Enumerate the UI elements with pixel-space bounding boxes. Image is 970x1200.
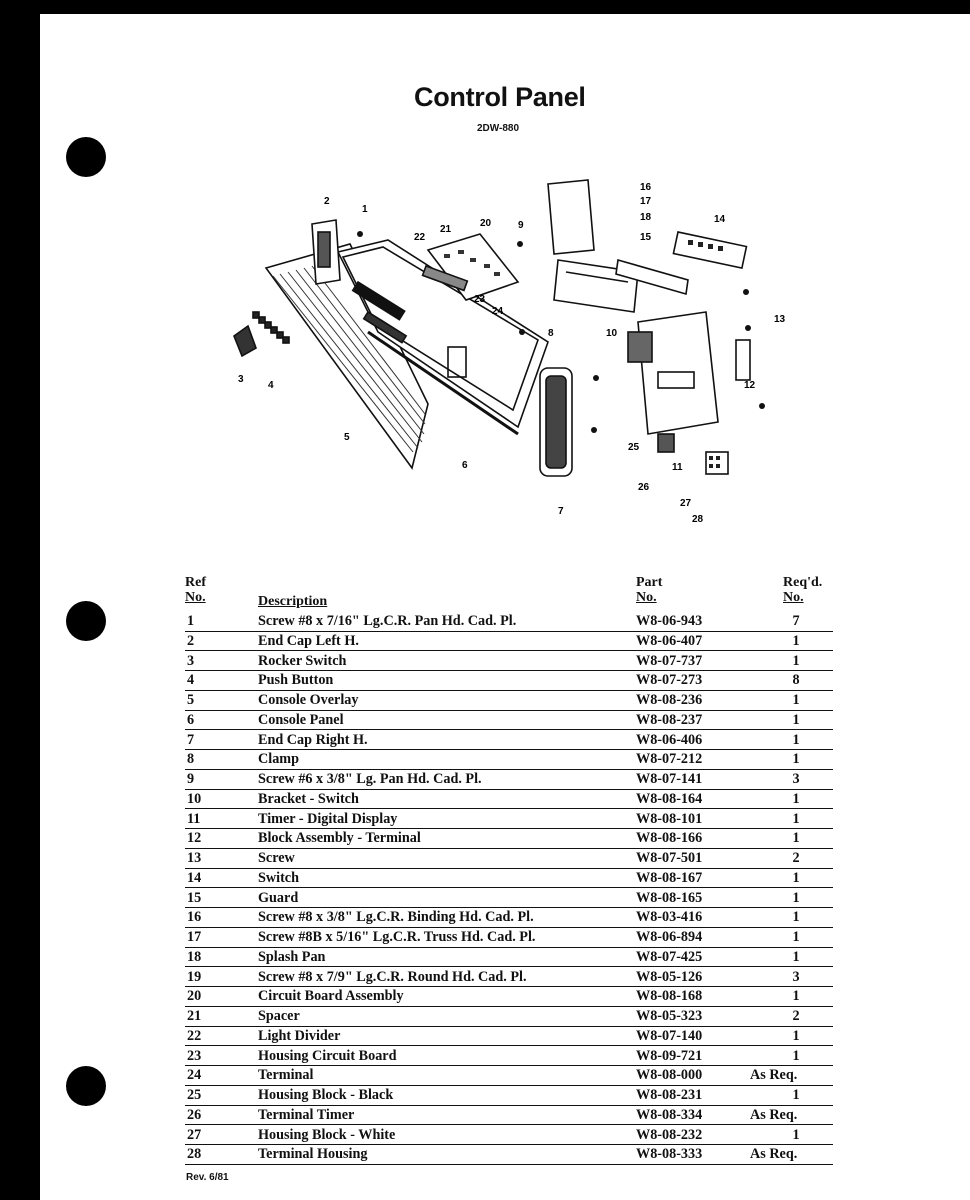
callout-10: 10 [606, 328, 618, 339]
required-quantity: 1 [792, 711, 800, 728]
part-description: Terminal [258, 1067, 314, 1084]
ref-number: 20 [187, 988, 202, 1005]
table-row [185, 612, 833, 632]
part-number: W8-08-231 [636, 1087, 703, 1103]
table-row [185, 1126, 833, 1146]
part-number: W8-08-232 [636, 1126, 703, 1143]
table-row [185, 1007, 833, 1027]
revision-note: Rev. 6/81 [186, 1172, 229, 1183]
part-number: W8-05-323 [636, 1008, 703, 1024]
required-quantity: 1 [792, 929, 800, 945]
ref-number: 28 [187, 1146, 202, 1163]
callout-6: 6 [462, 460, 468, 471]
required-quantity: 1 [792, 889, 800, 906]
table-row [185, 790, 833, 810]
ref-number: 16 [187, 909, 202, 926]
required-quantity: As Req. [750, 1106, 798, 1123]
ref-number: 24 [187, 1067, 202, 1084]
binder-hole-top [66, 137, 106, 177]
part-number: W8-08-000 [636, 1067, 703, 1084]
required-quantity: 1 [792, 1027, 800, 1044]
part-number: W8-08-334 [636, 1106, 703, 1123]
ref-number: 26 [187, 1106, 202, 1123]
part-number: W8-07-273 [636, 672, 703, 689]
callout-24: 24 [492, 306, 504, 317]
part-description: Housing Block - Black [258, 1087, 394, 1103]
callout-22: 22 [414, 232, 426, 243]
part-description: Screw #8 x 7/9" Lg.C.R. Round Hd. Cad. Pl. [258, 968, 527, 985]
ref-number: 5 [187, 692, 195, 708]
ref-number: 10 [187, 790, 202, 807]
callout-28: 28 [692, 514, 704, 525]
table-row [185, 1145, 833, 1165]
part-number: W8-07-140 [636, 1027, 703, 1044]
required-quantity: 1 [792, 790, 800, 807]
binder-hole-bottom [66, 1066, 106, 1106]
table-row [185, 849, 833, 869]
part-description: Light Divider [258, 1027, 341, 1044]
part-description: Timer - Digital Display [258, 810, 398, 827]
table-row [185, 948, 833, 968]
callout-8: 8 [548, 328, 554, 339]
required-quantity: As Req. [750, 1146, 798, 1163]
part-number: W8-06-406 [636, 731, 703, 748]
table-row [185, 691, 833, 711]
required-quantity: 1 [792, 652, 800, 669]
header-reqd: Req'd. No. [783, 575, 823, 605]
part-description: End Cap Right H. [258, 731, 368, 748]
callout-4: 4 [268, 380, 274, 391]
table-row [185, 968, 833, 988]
part-description: Spacer [258, 1008, 300, 1024]
part-number: W8-03-416 [636, 909, 703, 926]
required-quantity: 3 [792, 968, 800, 985]
required-quantity: 1 [792, 988, 800, 1005]
part-description: Terminal Timer [258, 1106, 355, 1123]
ref-number: 8 [187, 751, 195, 768]
exploded-parts-diagram [218, 172, 798, 532]
part-number: W8-07-212 [636, 751, 703, 768]
required-quantity: 1 [792, 1126, 800, 1143]
callout-27: 27 [680, 498, 692, 509]
table-row [185, 889, 833, 909]
table-row [185, 829, 833, 849]
part-description: Housing Circuit Board [258, 1047, 397, 1064]
required-quantity: 1 [792, 632, 800, 649]
required-quantity: 1 [792, 948, 800, 965]
required-quantity: 1 [792, 692, 800, 708]
callout-9: 9 [518, 220, 524, 231]
ref-number: 1 [187, 613, 195, 629]
table-row [185, 731, 833, 751]
part-description: Circuit Board Assembly [258, 988, 404, 1005]
ref-number: 19 [187, 968, 202, 985]
part-number: W8-05-126 [636, 968, 703, 985]
ref-number: 2 [187, 632, 195, 649]
part-description: Housing Block - White [258, 1126, 396, 1143]
part-description: Screw #8 x 7/16" Lg.C.R. Pan Hd. Cad. Pl. [258, 613, 517, 629]
ref-number: 22 [187, 1027, 202, 1044]
required-quantity: 1 [792, 869, 800, 886]
ref-number: 9 [187, 771, 195, 787]
part-number: W8-08-101 [636, 810, 703, 827]
ref-number: 14 [187, 869, 202, 886]
table-row [185, 1086, 833, 1106]
callout-5: 5 [344, 432, 350, 443]
part-number: W8-09-721 [636, 1047, 703, 1064]
part-description: End Cap Left H. [258, 632, 359, 649]
part-description: Rocker Switch [258, 652, 347, 669]
ref-number: 27 [187, 1126, 202, 1143]
part-description: Block Assembly - Terminal [258, 830, 421, 847]
table-row [185, 1027, 833, 1047]
ref-number: 15 [187, 889, 202, 906]
required-quantity: 2 [792, 1008, 800, 1024]
part-number: W8-07-501 [636, 850, 703, 866]
ref-number: 11 [187, 810, 201, 827]
part-number: W8-08-167 [636, 869, 703, 886]
callout-13: 13 [774, 314, 786, 325]
part-number: W8-08-165 [636, 889, 703, 906]
callout-20: 20 [480, 218, 492, 229]
part-number: W8-07-425 [636, 948, 703, 965]
required-quantity: 1 [792, 1047, 800, 1064]
part-number: W8-08-168 [636, 988, 703, 1005]
callout-3: 3 [238, 374, 244, 385]
table-row [185, 810, 833, 830]
callout-15: 15 [640, 232, 652, 243]
table-row [185, 1106, 833, 1126]
part-number: W8-08-237 [636, 711, 703, 728]
table-row [185, 632, 833, 652]
page-title: Control Panel [414, 82, 586, 112]
ref-number: 23 [187, 1047, 202, 1064]
part-number: W8-07-737 [636, 652, 703, 669]
part-description: Screw #6 x 3/8" Lg. Pan Hd. Cad. Pl. [258, 771, 482, 787]
table-row [185, 711, 833, 731]
callout-23: 23 [474, 294, 486, 305]
header-ref: Ref No. [185, 575, 206, 605]
callout-12: 12 [744, 380, 756, 391]
part-description: Console Overlay [258, 692, 359, 708]
required-quantity: 1 [792, 731, 800, 748]
part-description: Screw [258, 850, 295, 866]
callout-14: 14 [714, 214, 726, 225]
ref-number: 4 [187, 672, 195, 689]
table-row [185, 908, 833, 928]
callout-2: 2 [324, 196, 330, 207]
required-quantity: 1 [792, 1087, 800, 1103]
table-row [185, 770, 833, 790]
ref-number: 13 [187, 850, 202, 866]
callout-1: 1 [362, 204, 368, 215]
model-number: 2DW-880 [477, 123, 520, 134]
binder-hole-middle [66, 601, 106, 641]
callout-16: 16 [640, 182, 652, 193]
table-row [185, 750, 833, 770]
ref-number: 3 [187, 652, 195, 669]
ref-number: 6 [187, 711, 195, 728]
part-description: Screw #8B x 5/16" Lg.C.R. Truss Hd. Cad. Pl. [258, 929, 536, 945]
header-part: Part No. [636, 575, 663, 605]
table-row [185, 987, 833, 1007]
required-quantity: 1 [792, 751, 800, 768]
part-number: W8-06-943 [636, 613, 703, 629]
table-row [185, 1047, 833, 1067]
ref-number: 18 [187, 948, 202, 965]
header-description: Description [258, 594, 328, 609]
part-number: W8-07-141 [636, 771, 703, 787]
part-description: Bracket - Switch [258, 790, 359, 807]
part-description: Switch [258, 869, 299, 886]
callout-21: 21 [440, 224, 452, 235]
table-row [185, 1066, 833, 1086]
table-row [185, 652, 833, 672]
required-quantity: 2 [792, 850, 800, 866]
ref-number: 17 [187, 929, 202, 945]
part-number: W8-06-894 [636, 929, 703, 945]
part-description: Splash Pan [258, 948, 326, 965]
ref-number: 7 [187, 731, 195, 748]
callout-11: 11 [672, 462, 683, 473]
required-quantity: 8 [792, 672, 800, 689]
part-number: W8-08-166 [636, 830, 703, 847]
callout-17: 17 [640, 196, 652, 207]
callout-7: 7 [558, 506, 564, 517]
callout-25: 25 [628, 442, 640, 453]
required-quantity: 1 [792, 830, 800, 847]
ref-number: 12 [187, 830, 202, 847]
ref-number: 25 [187, 1087, 202, 1103]
required-quantity: As Req. [750, 1067, 798, 1084]
required-quantity: 7 [792, 613, 800, 629]
table-row [185, 869, 833, 889]
part-number: W8-08-236 [636, 692, 703, 708]
required-quantity: 3 [792, 771, 800, 787]
part-description: Screw #8 x 3/8" Lg.C.R. Binding Hd. Cad. Pl. [258, 909, 534, 926]
required-quantity: 1 [792, 909, 800, 926]
part-description: Guard [258, 889, 299, 906]
part-description: Push Button [258, 672, 334, 689]
part-description: Console Panel [258, 711, 344, 728]
part-number: W8-08-164 [636, 790, 703, 807]
required-quantity: 1 [792, 810, 800, 827]
part-description: Terminal Housing [258, 1146, 368, 1163]
callout-18: 18 [640, 212, 652, 223]
table-row [185, 671, 833, 691]
part-number: W8-08-333 [636, 1146, 703, 1163]
part-description: Clamp [258, 751, 299, 768]
ref-number: 21 [187, 1008, 202, 1024]
part-number: W8-06-407 [636, 632, 703, 649]
table-row [185, 928, 833, 948]
callout-26: 26 [638, 482, 650, 493]
